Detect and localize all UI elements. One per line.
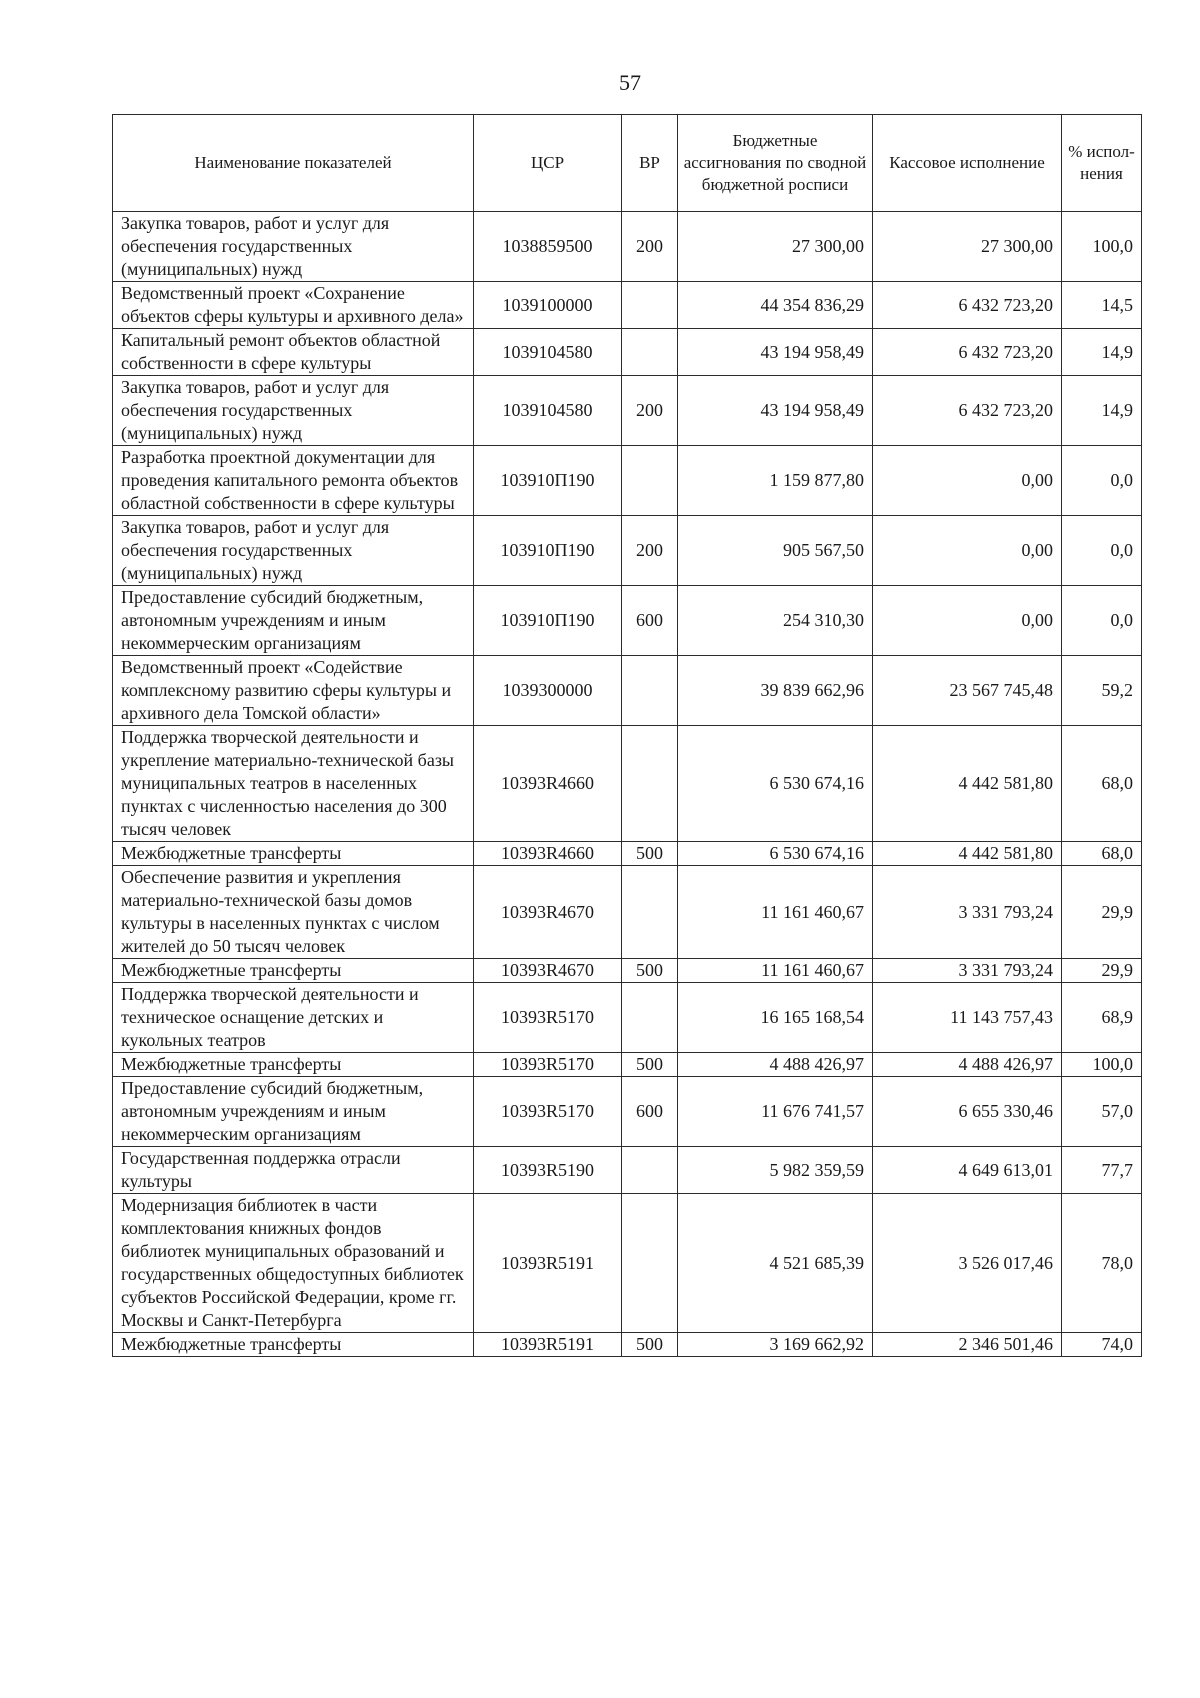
cell-budget: 11 161 460,67	[678, 959, 873, 983]
cell-vr: 500	[622, 842, 678, 866]
table-row	[113, 586, 1142, 656]
cell-budget: 39 839 662,96	[678, 656, 873, 726]
cell-percent: 0,0	[1062, 586, 1142, 656]
cell-percent: 77,7	[1062, 1147, 1142, 1194]
header-vr: ВР	[622, 115, 678, 212]
cell-percent: 29,9	[1062, 866, 1142, 959]
cell-csr: 103910П190	[474, 586, 622, 656]
cell-cash: 23 567 745,48	[873, 656, 1062, 726]
table-row	[113, 1077, 1142, 1147]
cell-vr: 600	[622, 586, 678, 656]
table-row	[113, 1194, 1142, 1333]
cell-csr: 10393R5190	[474, 1147, 622, 1194]
cell-csr: 103910П190	[474, 516, 622, 586]
header-csr: ЦСР	[474, 115, 622, 212]
cell-cash: 4 442 581,80	[873, 726, 1062, 842]
cell-percent: 0,0	[1062, 516, 1142, 586]
budget-execution-table	[112, 114, 1142, 1357]
cell-vr	[622, 726, 678, 842]
table-row	[113, 212, 1142, 282]
cell-budget: 1 159 877,80	[678, 446, 873, 516]
cell-csr: 10393R4670	[474, 866, 622, 959]
table-row	[113, 446, 1142, 516]
cell-budget: 6 530 674,16	[678, 726, 873, 842]
cell-budget: 3 169 662,92	[678, 1333, 873, 1357]
cell-vr: 200	[622, 516, 678, 586]
cell-cash: 6 655 330,46	[873, 1077, 1062, 1147]
header-cash: Кассовое исполнение	[873, 115, 1062, 212]
cell-percent: 68,0	[1062, 842, 1142, 866]
table-row	[113, 376, 1142, 446]
cell-csr: 10393R5191	[474, 1333, 622, 1357]
cell-budget: 27 300,00	[678, 212, 873, 282]
cell-budget: 43 194 958,49	[678, 376, 873, 446]
cell-vr	[622, 282, 678, 329]
table-row	[113, 329, 1142, 376]
cell-name: Межбюджетные трансферты	[113, 1053, 474, 1077]
page-number: 57	[619, 70, 641, 95]
cell-cash: 0,00	[873, 586, 1062, 656]
cell-csr: 10393R5191	[474, 1194, 622, 1333]
cell-cash: 6 432 723,20	[873, 282, 1062, 329]
table-header-row	[113, 115, 1142, 212]
cell-cash: 11 143 757,43	[873, 983, 1062, 1053]
cell-vr	[622, 866, 678, 959]
cell-csr: 1039300000	[474, 656, 622, 726]
cell-name: Закупка товаров, работ и услуг для обеспечения государственных (муниципальных) нужд	[113, 376, 474, 446]
cell-percent: 68,0	[1062, 726, 1142, 842]
cell-name: Капитальный ремонт объектов областной собственности в сфере культуры	[113, 329, 474, 376]
cell-name: Разработка проектной документации для проведения капитального ремонта объектов областной собственности в сфере культуры	[113, 446, 474, 516]
cell-budget: 5 982 359,59	[678, 1147, 873, 1194]
cell-name: Ведомственный проект «Содействие комплексному развитию сферы культуры и архивного дела Томской области»	[113, 656, 474, 726]
cell-budget: 254 310,30	[678, 586, 873, 656]
cell-percent: 100,0	[1062, 1053, 1142, 1077]
table-row	[113, 726, 1142, 842]
table-row	[113, 516, 1142, 586]
cell-vr: 600	[622, 1077, 678, 1147]
table-row	[113, 656, 1142, 726]
cell-percent: 57,0	[1062, 1077, 1142, 1147]
cell-budget: 4 488 426,97	[678, 1053, 873, 1077]
cell-csr: 10393R5170	[474, 1053, 622, 1077]
cell-percent: 0,0	[1062, 446, 1142, 516]
cell-budget: 11 161 460,67	[678, 866, 873, 959]
cell-csr: 10393R5170	[474, 1077, 622, 1147]
cell-vr	[622, 1147, 678, 1194]
cell-vr: 200	[622, 212, 678, 282]
header-budget: Бюджетные ассигнования по сводной бюджетной росписи	[678, 115, 873, 212]
cell-budget: 43 194 958,49	[678, 329, 873, 376]
cell-percent: 59,2	[1062, 656, 1142, 726]
cell-csr: 10393R4670	[474, 959, 622, 983]
cell-percent: 14,5	[1062, 282, 1142, 329]
cell-csr: 10393R4660	[474, 842, 622, 866]
cell-vr	[622, 329, 678, 376]
table-row	[113, 1053, 1142, 1077]
cell-name: Предоставление субсидий бюджетным, автономным учреждениям и иным некоммерческим организациям	[113, 586, 474, 656]
cell-name: Ведомственный проект «Сохранение объектов сферы культуры и архивного дела»	[113, 282, 474, 329]
cell-name: Межбюджетные трансферты	[113, 1333, 474, 1357]
cell-cash: 27 300,00	[873, 212, 1062, 282]
cell-cash: 4 442 581,80	[873, 842, 1062, 866]
table-row	[113, 866, 1142, 959]
cell-vr: 500	[622, 959, 678, 983]
cell-vr: 500	[622, 1053, 678, 1077]
table-row	[113, 282, 1142, 329]
cell-csr: 10393R4660	[474, 726, 622, 842]
cell-budget: 6 530 674,16	[678, 842, 873, 866]
cell-vr	[622, 656, 678, 726]
table-row	[113, 959, 1142, 983]
cell-budget: 905 567,50	[678, 516, 873, 586]
cell-csr: 103910П190	[474, 446, 622, 516]
cell-percent: 100,0	[1062, 212, 1142, 282]
cell-percent: 68,9	[1062, 983, 1142, 1053]
header-name: Наименование показателей	[113, 115, 474, 212]
cell-csr: 1038859500	[474, 212, 622, 282]
table-row	[113, 842, 1142, 866]
cell-percent: 14,9	[1062, 376, 1142, 446]
cell-vr: 200	[622, 376, 678, 446]
cell-cash: 3 526 017,46	[873, 1194, 1062, 1333]
cell-percent: 74,0	[1062, 1333, 1142, 1357]
cell-cash: 0,00	[873, 516, 1062, 586]
cell-budget: 11 676 741,57	[678, 1077, 873, 1147]
cell-name: Закупка товаров, работ и услуг для обеспечения государственных (муниципальных) нужд	[113, 516, 474, 586]
cell-cash: 6 432 723,20	[873, 376, 1062, 446]
cell-csr: 1039100000	[474, 282, 622, 329]
cell-vr	[622, 446, 678, 516]
cell-budget: 44 354 836,29	[678, 282, 873, 329]
cell-name: Обеспечение развития и укрепления материально-технической базы домов культуры в населенных пунктах с числом жителей до 50 тысяч человек	[113, 866, 474, 959]
cell-cash: 6 432 723,20	[873, 329, 1062, 376]
table-row	[113, 1147, 1142, 1194]
cell-name: Предоставление субсидий бюджетным, автономным учреждениям и иным некоммерческим организациям	[113, 1077, 474, 1147]
cell-percent: 78,0	[1062, 1194, 1142, 1333]
cell-name: Модернизация библиотек в части комплектования книжных фондов библиотек муниципальных образований и государственных общедоступных библиотек субъектов Российской Федерации, кроме гг. Москвы и Санкт-Петербурга	[113, 1194, 474, 1333]
cell-budget: 4 521 685,39	[678, 1194, 873, 1333]
cell-cash: 0,00	[873, 446, 1062, 516]
cell-budget: 16 165 168,54	[678, 983, 873, 1053]
cell-csr: 1039104580	[474, 329, 622, 376]
cell-name: Поддержка творческой деятельности и техническое оснащение детских и кукольных театров	[113, 983, 474, 1053]
cell-csr: 10393R5170	[474, 983, 622, 1053]
cell-name: Межбюджетные трансферты	[113, 959, 474, 983]
cell-csr: 1039104580	[474, 376, 622, 446]
cell-percent: 29,9	[1062, 959, 1142, 983]
cell-cash: 4 488 426,97	[873, 1053, 1062, 1077]
cell-vr: 500	[622, 1333, 678, 1357]
cell-vr	[622, 983, 678, 1053]
table-row	[113, 983, 1142, 1053]
table-row	[113, 1333, 1142, 1357]
cell-cash: 3 331 793,24	[873, 866, 1062, 959]
cell-vr	[622, 1194, 678, 1333]
cell-name: Закупка товаров, работ и услуг для обеспечения государственных (муниципальных) нужд	[113, 212, 474, 282]
cell-name: Поддержка творческой деятельности и укрепление материально-технической базы муниципальных театров в населенных пунктах с численностью населения до 300 тысяч человек	[113, 726, 474, 842]
header-percent: % испол-нения	[1062, 115, 1142, 212]
cell-cash: 2 346 501,46	[873, 1333, 1062, 1357]
cell-name: Межбюджетные трансферты	[113, 842, 474, 866]
cell-name: Государственная поддержка отрасли культуры	[113, 1147, 474, 1194]
cell-cash: 4 649 613,01	[873, 1147, 1062, 1194]
cell-percent: 14,9	[1062, 329, 1142, 376]
cell-cash: 3 331 793,24	[873, 959, 1062, 983]
